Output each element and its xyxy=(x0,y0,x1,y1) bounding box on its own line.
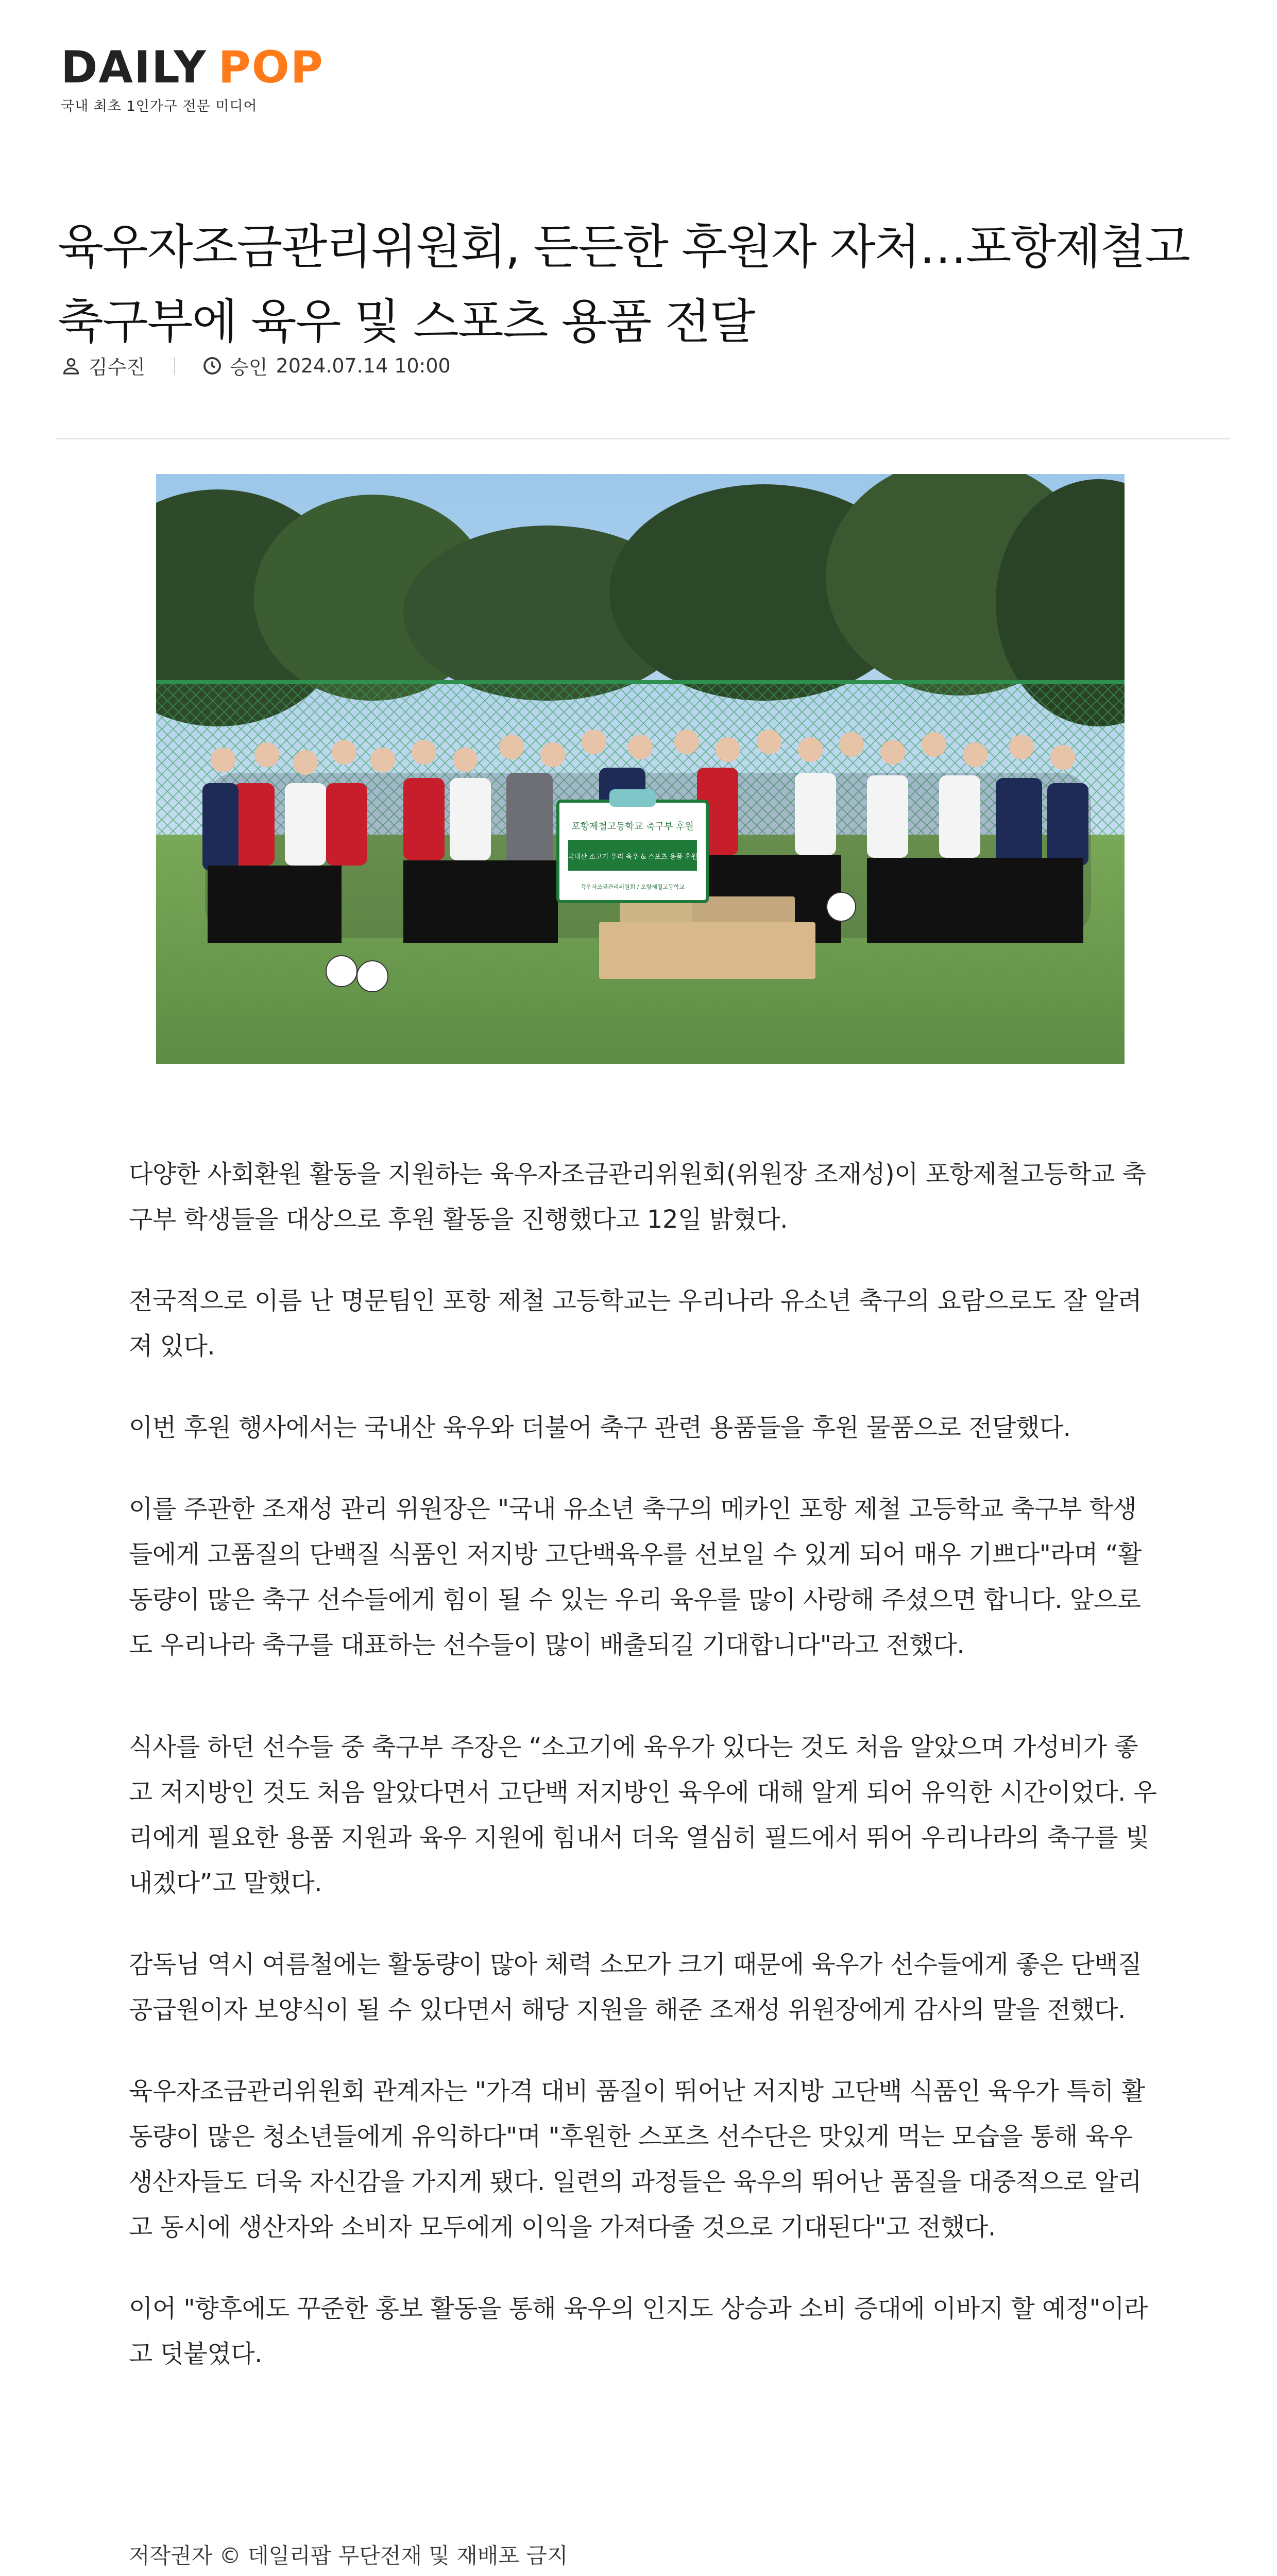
logo-wordmark xyxy=(61,42,324,93)
article-photo[interactable] xyxy=(156,474,1125,1064)
publish-date: 2024.07.14 10:00 xyxy=(276,354,451,377)
clock-icon xyxy=(202,355,223,376)
paragraph: 다양한 사회환원 활동을 지원하는 육우자조금관리위원회(위원장 조재성)이 포항제철고등학교 축구부 학생들을 대상으로 후원 활동을 진행했다고 12일 밝혔다. xyxy=(129,1160,1146,1234)
banner-subtitle: 국내산 소고기 우리 육우 & 스포츠 용품 후원 xyxy=(567,853,698,861)
paragraph: 전국적으로 이름 난 명문팀인 포항 제철 고등학교는 우리나라 유소년 축구의 요람으로도 잘 알려져 있다. xyxy=(129,1286,1142,1361)
banner-org: 육우자조금관리위원회 / 포항제철고등학교 xyxy=(581,884,685,890)
paragraph: 이를 주관한 조재성 관리 위원장은 "국내 유소년 축구의 메카인 포항 제철 고등학교 축구부 학생들에게 고품질의 단백질 식품인 저지방 고단백육우를 선보일 수 있게 되어 매우 기쁘다"라며 “활동량이 많은 축구 선수들에게 힘이 될 수 있는 우리 육우를 많이 사랑해 주셨으면 합니다. 앞으로도 우리나라 축구를 대표하는 선수들이 많이 배출되길 기대합니다"라고 전했다. xyxy=(129,1495,1142,1659)
meta-divider xyxy=(174,357,175,375)
article-meta xyxy=(61,351,451,380)
paragraph: 이어 "향후에도 꾸준한 홍보 활동을 통해 육우의 인지도 상승과 소비 증대에 이바지 할 예정"이라고 덧붙였다. xyxy=(129,2294,1148,2368)
header-divider xyxy=(56,438,1230,439)
copyright-notice: 저작권자 © 데일리팝 무단전재 및 재배포 금지 xyxy=(129,2543,568,2568)
logo-tagline: 국내 최초 1인가구 전문 미디어 xyxy=(61,98,258,114)
user-icon xyxy=(61,355,81,376)
article-title: 육우자조금관리위원회, 든든한 후원자 자처…포항제철고 축구부에 육우 및 스포츠 용품 전달 xyxy=(58,219,1190,349)
paragraph: 육우자조금관리위원회 관계자는 "가격 대비 품질이 뛰어난 저지방 고단백 식품인 육우가 특히 활동량이 많은 청소년들에게 유익하다"며 "후원한 스포츠 선수단은 맛있게 먹는 모습을 통해 육우 생산자들도 더욱 자신감을 가지게 됐다. 일련의 과정들은 육우의 뛰어난 품질을 대중적으로 알리고 동시에 생산자와 소비자 모두에게 이익을 가져다줄 것으로 기대된다"고 전했다. xyxy=(129,2077,1145,2242)
logo-daily: DAILY xyxy=(61,42,207,93)
banner-title: 포항제철고등학교 축구부 후원 xyxy=(571,821,694,832)
author-byline[interactable]: 김수진 xyxy=(89,356,146,379)
paragraph: 감독님 역시 여름철에는 활동량이 많아 체력 소모가 크기 때문에 육우가 선수들에게 좋은 단백질 공급원이자 보양식이 될 수 있다면서 해당 지원을 해준 조재성 위원장에게 감사의 말을 전했다. xyxy=(129,1950,1142,2024)
site-logo[interactable] xyxy=(61,42,324,115)
article-body xyxy=(129,1151,1159,2413)
logo-pop: POP xyxy=(218,42,324,93)
donation-banner xyxy=(558,789,707,902)
approved-label: 승인 xyxy=(230,356,268,379)
paragraph: 식사를 하던 선수들 중 축구부 주장은 “소고기에 육우가 있다는 것도 처음 알았으며 가성비가 좋고 저지방인 것도 처음 알았다면서 고단백 저지방인 육우에 대해 알게 되어 유익한 시간이었다. 우리에게 필요한 용품 지원과 육우 지원에 힘내서 더욱 열심히 필드에서 뛰어 우리나라의 축구를 빛내겠다”고 말했다. xyxy=(129,1733,1157,1897)
paragraph: 이번 후원 행사에서는 국내산 육우와 더불어 축구 관련 용품들을 후원 물품으로 전달했다. xyxy=(129,1413,1071,1442)
